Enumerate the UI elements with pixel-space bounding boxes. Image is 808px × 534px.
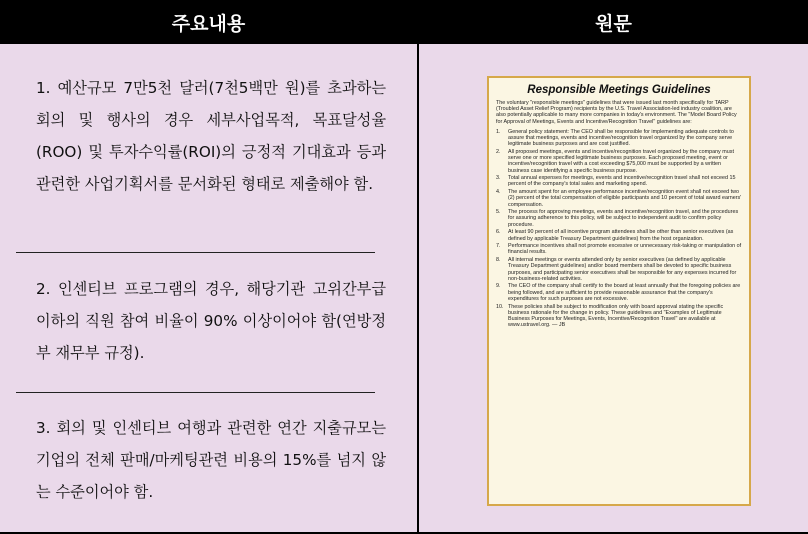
guideline-number: 5. [496, 209, 501, 216]
guideline-number: 3. [496, 175, 501, 182]
guideline-item [496, 129, 742, 148]
guideline-text: Performance incentives shall not promote excessive or unnecessary risk-taking or manipulation of financial results. [508, 243, 742, 256]
guideline-item [496, 243, 742, 255]
guideline-text: At least 90 percent of all incentive program attendees shall be other than senior executives (as defined by applicable Treasury Department guidelines) from the host organization. [508, 229, 734, 242]
guideline-number: 1. [496, 128, 501, 135]
original-document-image [487, 76, 751, 506]
header-original-text: 원문 [419, 0, 808, 44]
separator-2 [16, 392, 375, 393]
guideline-number: 9. [496, 283, 501, 290]
guideline-item [496, 283, 742, 302]
guideline-number: 4. [496, 189, 501, 196]
guideline-text: The process for approving meetings, events and incentive/recognition travel, and the procedures for assuring adherence to this policy, will be subject to independent audit to confirm policy procedure. [508, 209, 739, 228]
summary-item-3: 3. 회의 및 인센티브 여행과 관련한 연간 지출규모는 기업의 전체 판매/마케팅관련 비용의 15%를 넘지 않는 수준이어야 함. [36, 419, 386, 501]
summary-item-1: 1. 예산규모 7만5천 달러(7천5백만 원)를 초과하는 회의 및 행사의 경우 세부사업목적, 목표달성율(ROO) 및 투자수익률(ROI)의 긍정적 기대효과 등과 관련한 사업기획서를 문서화된 형태로 제출해야 함. [36, 79, 386, 193]
separator-1 [16, 252, 375, 253]
guideline-text: The amount spent for an employee performance incentive/recognition event shall not exceed two (2) percent of the total compensation of eligible participants and 10 percent of total award earners' compensation. [508, 189, 742, 208]
guideline-number: 2. [496, 148, 501, 155]
guideline-item [496, 175, 742, 187]
column-divider [417, 0, 419, 534]
guideline-number: 10. [496, 303, 504, 310]
guideline-item [496, 149, 742, 174]
header-main-content: 주요내용 [0, 0, 417, 44]
guideline-text: Total annual expenses for meetings, events and incentive/recognition travel shall not exceed 15 percent of the company's total sales and marketing spend. [508, 175, 736, 188]
document-title: Responsible Meetings Guidelines [527, 84, 711, 96]
summary-item-2: 2. 인센티브 프로그램의 경우, 해당기관 고위간부급 이하의 직원 참여 비율이 90% 이상이어야 함(연방정부 재무부 규정). [36, 280, 386, 362]
guideline-text: All proposed meetings, events and incentive/recognition travel organized by the company must serve one or more specified legitimate business purposes. Each proposed meeting, event or incentive/recognition travel with a cost exceeding $75,000 must be supported by a written business case identifying a specific business purpose. [508, 148, 734, 174]
guideline-item [496, 209, 742, 228]
guideline-item [496, 189, 742, 208]
guideline-number: 6. [496, 229, 501, 236]
guideline-text: All internal meetings or events attended only by senior executives (as defined by applicable Treasury Department guidelines) and/or board members shall be devoted to specific business purposes, and participating senior executives shall be responsible for any expenses incurred for non-business-related activities. [508, 257, 737, 282]
guideline-number: 8. [496, 257, 501, 264]
guideline-text: The CEO of the company shall certify to the board at least annually that the foregoing policies are being followed, and are sufficient to provide reasonable assurance that the company's expenditures for such purposes are not excessive. [508, 283, 741, 302]
guideline-item [496, 229, 742, 241]
document-intro: The voluntary "responsible meetings" guidelines that were issued last month specifically for TARP (Troubled Asset Relief Program) recipients by the U.S. Travel Association-led industry coalition, are also potentially applicable to many more companies in today's environment. The "Model Board Policy for Approval of Meetings, Events and Incentive/Recognition Travel" guidelines are: [496, 100, 737, 125]
guideline-number: 7. [496, 243, 501, 250]
guideline-text: General policy statement: The CEO shall be responsible for implementing adequate controls to assure that meetings, events and incentive/recognition travel organized by the company serve legitimate business purposes and are cost justified. [508, 128, 734, 148]
guideline-item [496, 257, 742, 282]
guideline-item [496, 304, 742, 329]
guideline-text: These policies shall be subject to modification only with board approval stating the specific business rationale for the change in policy. These guidelines and "Examples of Legitimate Business Purposes for Meetings, Events, Incentive/Recognition Travel" are available at www.ustravel.org. — JB [508, 303, 724, 329]
document-guidelines-list [496, 129, 742, 329]
